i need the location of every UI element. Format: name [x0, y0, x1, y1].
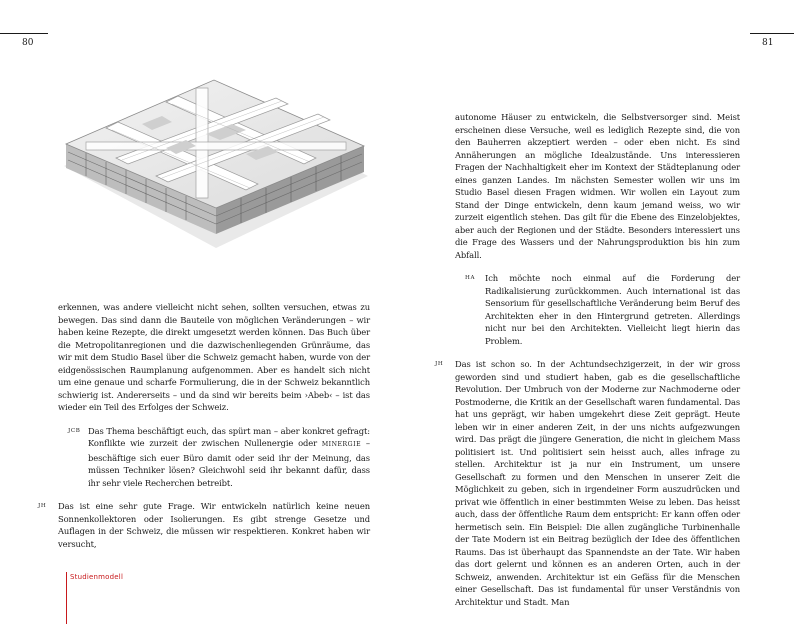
paragraph-text: Das ist eine sehr gute Frage. Wir entwickeln natürlich keine neuen Sonnenkollektoren oder Isolierungen. Es gibt strenge Gesetze und Auflagen in der Schweiz, die müssen wir respektieren. Konkret haben wir versucht,	[58, 501, 370, 549]
left-header-rule	[0, 33, 48, 34]
paragraph-text: Das ist schon so. In der Achtundsechzigerzeit, in der wir gross geworden sind und studiert haben, gab es die gesellschaftliche Revolution. Der Umbruch von der Moderne zur Nachmoderne oder Postmoderne, die Kritik an der Gesellschaft waren fundamental. Das hat uns geprägt, wir haben umgekehrt diese Zeit geprägt. Heute leben wir in einer anderen Zeit, in der uns nichts aufgezwungen wird. Das prägt die jüngere Generation, die nicht in gleichem Mass politisiert ist. Und politisiert sein heisst auch, alles infrage zu stellen. Architektur ist ja nur ein Instrument, um unsere Gesellschaft zu formen und den Menschen in unserer Zeit die Möglichkeit zu geben, sich in irgendeiner Form auszudrücken und privat wie öffentlich in einer bestimmten Weise zu leben. Das heisst auch, dass der öffentliche Raum dem entspricht: Er kann offen oder hermetisch sein. Ein Beispiel: Die allen zugängliche Turbinenhalle der Tate Modern ist ein Beitrag bezüglich der Idee des öffentlichen Raums. Das ist überhaupt das Spannendste an der Tate. Wir haben das dort gelernt und können es an anderen Orten, auch in der Schweiz, anwenden. Architektur ist ein Gefäss für die Menschen einer Gesellschaft. Das ist fundamental für unser Verständnis von Architektur und Stadt. Man	[455, 359, 740, 607]
right-page-number: 81	[762, 38, 774, 48]
speaker-tag: JCB	[68, 427, 81, 434]
paragraph-text: autonome Häuser zu entwickeln, die Selbstversorger sind. Meist erscheinen diese Versuche, weil es lediglich Rezepte sind, die von den Bauherren akzeptiert werden – oder eben nicht. Es sind Annäherungen an mögliche Idealzustände. Uns interessieren Fragen der Nachhaltigkeit eher im Kontext der Städteplanung oder eines ganzen Landes. Im nächsten Semester wollen wir uns im Studio Basel diesen Fragen widmen. Wir wollen ein Layout zum Stand der Dinge entwickeln, denn kaum jemand weiss, wo wir zurzeit eigentlich stehen. Das gilt für die Ebene des Einzelobjektes, aber auch der Regionen und der Städte. Besonders interessiert uns die Frage des Wassers und der Nahrungsproduktion bis hin zum Abfall.	[455, 112, 740, 260]
body-paragraph	[58, 301, 370, 414]
paragraph-text: erkennen, was andere vielleicht nicht sehen, sollten versuchen, etwas zu bewegen. Das sind dann die Bauteile von möglichen Veränderungen – wir haben keine Rezepte, die direkt umgesetzt werden können. Das Buch über die Metropolitanregionen und die dazwischenliegenden Grünräume, das wir mit dem Studio Basel über die Schweiz gemacht haben, wurde von der eidgenössischen Raumplanung aufgenommen. Aber es handelt sich nicht um eine genaue und scharfe Formulierung, die in der Schweiz bekanntlich schwierig ist. Andererseits – und da sind wir bereits beim ›Abeb‹ – ist das wieder ein Teil des Erfolges der Schweiz.	[58, 302, 370, 412]
smallcaps-term: MINERGIE	[321, 441, 362, 448]
body-paragraph	[455, 111, 740, 261]
answer-paragraph	[38, 500, 370, 550]
question-paragraph	[465, 272, 740, 347]
paragraph-text: Das Thema beschäftigt euch, das spürt man – aber konkret gefragt: Konflikte wie zurzeit der zwischen Nullenergie oder	[88, 425, 370, 448]
left-page-number: 80	[22, 38, 34, 48]
footer-caption-rule	[66, 572, 67, 624]
paragraph-text: Ich möchte noch einmal auf die Forderung der Radikalisierung zurückkommen. Auch international ist das Sensorium für gesellschaftliche Veränderung beim Beruf des Architekten eher in den Hintergrund getreten. Allerdings nicht nur bei den Architekten. Vielleicht liegt hierin das Problem.	[485, 273, 740, 346]
speaker-tag: JH	[435, 361, 444, 367]
right-text-column	[435, 111, 740, 608]
answer-paragraph	[435, 358, 740, 608]
question-paragraph	[68, 425, 370, 490]
speaker-tag: JH	[38, 503, 47, 509]
speaker-tag: HA	[465, 275, 476, 281]
architecture-model-image	[46, 58, 376, 250]
left-text-column	[38, 301, 370, 550]
right-header-rule	[750, 33, 794, 34]
paragraph-text: – beschäftige sich euer Büro damit oder seid ihr der Meinung, das müssen Techniker lösen? Gleichwohl seid ihr bekannt dafür, dass ihr sehr viele Recherchen betreibt.	[88, 438, 370, 488]
footer-caption: Studienmodell	[70, 573, 124, 581]
